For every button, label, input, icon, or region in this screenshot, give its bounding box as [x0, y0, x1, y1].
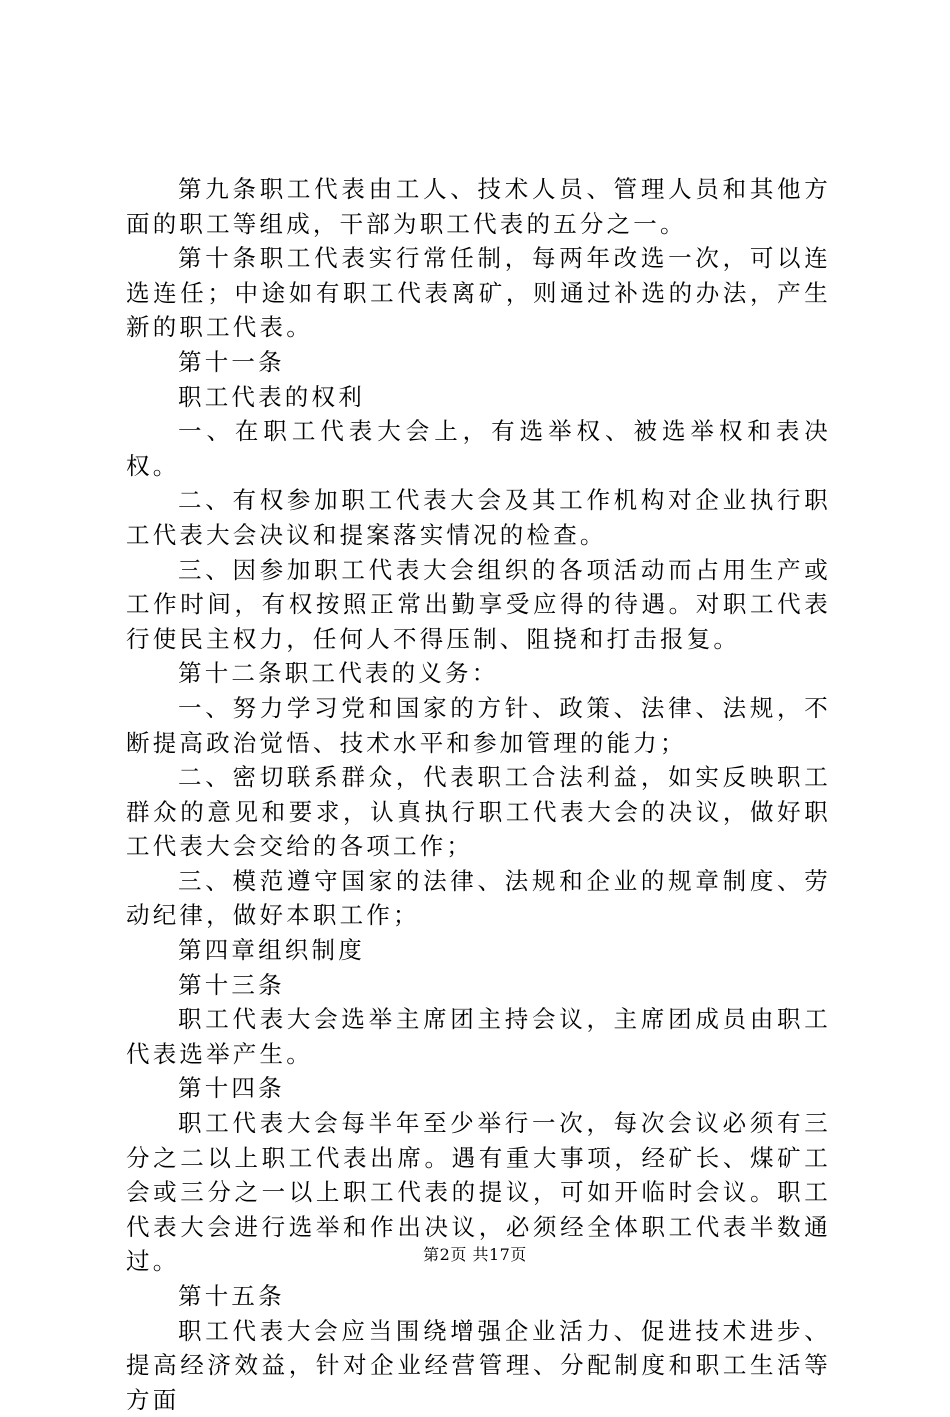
chapter-heading: 第四章组织制度 — [178, 936, 365, 965]
page-number-footer: 第2页 共17页 — [423, 1245, 527, 1264]
article-heading: 第十四条 — [178, 1074, 285, 1103]
list-item: 二、有权参加职工代表大会及其工作机构对企业执行职工代表大会决议和提案落实情况的检查。 — [126, 486, 831, 549]
document-body — [126, 172, 831, 1417]
section-heading: 职工代表的权利 — [178, 382, 365, 411]
article-heading: 第十二条职工代表的义务： — [178, 659, 499, 688]
article-heading: 第十一条 — [178, 347, 285, 376]
list-item: 二、密切联系群众，代表职工合法利益，如实反映职工群众的意见和要求，认真执行职工代表大会的决议，做好职工代表大会交给的各项工作； — [126, 763, 831, 861]
list-item: 三、模范遵守国家的法律、法规和企业的规章制度、劳动纪律，做好本职工作； — [126, 866, 831, 930]
article-heading: 第十五条 — [178, 1282, 285, 1310]
list-item: 一、努力学习党和国家的方针、政策、法律、法规，不断提高政治觉悟、技术水平和参加管理的能力； — [126, 693, 831, 757]
list-item: 三、因参加职工代表大会组织的各项活动而占用生产或工作时间，有权按照正常出勤享受应得的待遇。对职工代表行使民主权力，任何人不得压制、阻挠和打击报复。 — [126, 555, 831, 653]
list-item: 一、在职工代表大会上，有选举权、被选举权和表决权。 — [126, 417, 831, 480]
paragraph: 职工代表大会选举主席团主持会议，主席团成员由职工代表选举产生。 — [126, 1005, 831, 1068]
paragraph: 第十条职工代表实行常任制，每两年改选一次，可以连选连任；中途如有职工代表离矿，则通过补选的办法，产生新的职工代表。 — [126, 244, 831, 342]
paragraph: 第九条职工代表由工人、技术人员、管理人员和其他方面的职工等组成，干部为职工代表的五分之一。 — [126, 175, 831, 238]
article-heading: 第十三条 — [178, 970, 285, 999]
paragraph: 职工代表大会应当围绕增强企业活力、促进技术进步、提高经济效益，针对企业经营管理、分配制度和职工生活等方面 — [126, 1316, 831, 1414]
paragraph: 职工代表大会每半年至少举行一次，每次会议必须有三分之二以上职工代表出席。遇有重大事项，经矿长、煤矿工会或三分之一以上职工代表的提议，可如开临时会议。职工代表大会进行选举和作出决议，必须经全体职工代表半数通过。 — [126, 1109, 831, 1276]
